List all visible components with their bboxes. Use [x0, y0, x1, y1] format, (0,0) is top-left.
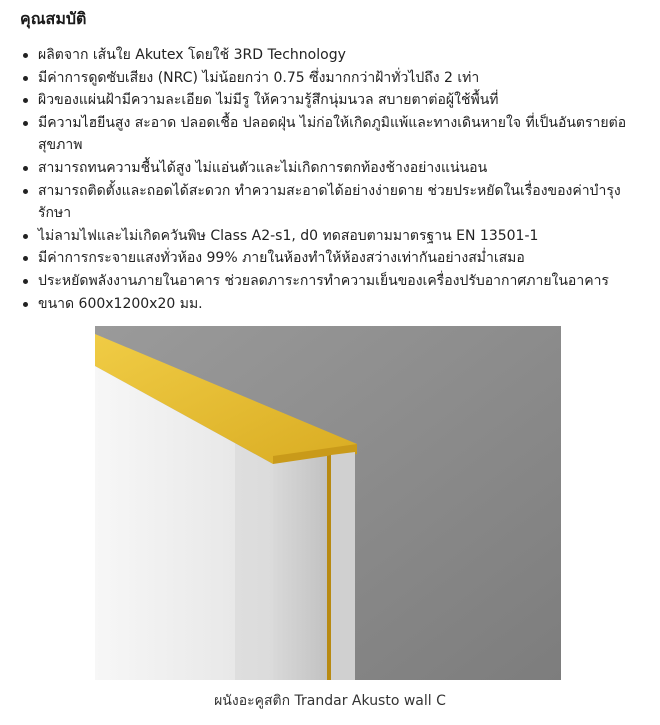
- feature-item: [20, 225, 640, 248]
- feature-text: สามารถติดตั้งและถอดได้สะดวก ทำความสะอาดได้อย่างง่ายดาย ช่วยประหยัดในเรื่องของค่าบำรุงรักษา: [38, 182, 621, 222]
- feature-text: ไม่ลามไฟและไม่เกิดควันพิษ Class A2-s1, d0 ทดสอบตามมาตรฐาน EN 13501-1: [38, 227, 539, 244]
- panel-back-edge: [331, 452, 355, 680]
- bullet-icon: [23, 76, 28, 81]
- bullet-icon: [23, 166, 28, 171]
- feature-text: ผิวของแผ่นฝ้ามีความละเอียด ไม่มีรู ให้ความรู้สึกนุ่มนวล สบายตาต่อผู้ใช้พื้นที่: [38, 92, 499, 109]
- feature-item: [20, 112, 640, 157]
- bullet-icon: [23, 302, 28, 307]
- bullet-icon: [23, 256, 28, 261]
- feature-item: [20, 180, 640, 225]
- feature-item: [20, 44, 640, 67]
- feature-text: มีค่าการดูดซับเสียง (NRC) ไม่น้อยกว่า 0.75 ซึ่งมากกว่าฝ้าทั่วไปถึง 2 เท่า: [38, 69, 480, 86]
- feature-text: สามารถทนความชื้นได้สูง ไม่แอ่นตัวและไม่เกิดการตกท้องช้างอย่างแน่นอน: [38, 159, 488, 176]
- feature-text: ประหยัดพลังงานภายในอาคาร ช่วยลดภาระการทำความเย็นของเครื่องปรับอากาศภายในอาคาร: [38, 272, 609, 289]
- feature-text: มีค่าการกระจายแสงทั่วห้อง 99% ภายในห้องทำให้ห้องสว่างเท่ากันอย่างสม่ำเสมอ: [38, 250, 525, 267]
- panel-front-edge: [273, 456, 327, 680]
- feature-text: ขนาด 600x1200x20 มม.: [38, 295, 203, 312]
- feature-item: [20, 89, 640, 112]
- feature-text: ผลิตจาก เส้นใย Akutex โดยใช้ 3RD Technology: [38, 47, 346, 63]
- feature-item: [20, 157, 640, 180]
- features-list: [20, 44, 640, 315]
- bullet-icon: [23, 121, 28, 126]
- feature-item: [20, 270, 640, 293]
- bullet-icon: [23, 189, 28, 194]
- feature-item: [20, 247, 640, 270]
- feature-item: [20, 293, 640, 316]
- bullet-icon: [23, 98, 28, 103]
- bullet-icon: [23, 234, 28, 239]
- panel-seam: [327, 455, 331, 680]
- features-heading: คุณสมบัติ: [20, 9, 87, 28]
- product-photo: [95, 326, 561, 680]
- bullet-icon: [23, 53, 28, 58]
- image-caption: ผนังอะคูสติก Trandar Akusto wall C: [214, 693, 446, 709]
- acoustic-panel-image: [95, 326, 561, 680]
- feature-item: [20, 67, 640, 90]
- bullet-icon: [23, 279, 28, 284]
- feature-text: มีความไฮยีนสูง สะอาด ปลอดเชื้อ ปลอดฝุ่น ไม่ก่อให้เกิดภูมิแพ้และทางเดินหายใจ ที่เป็นอันตรายต่อสุขภาพ: [38, 114, 627, 154]
